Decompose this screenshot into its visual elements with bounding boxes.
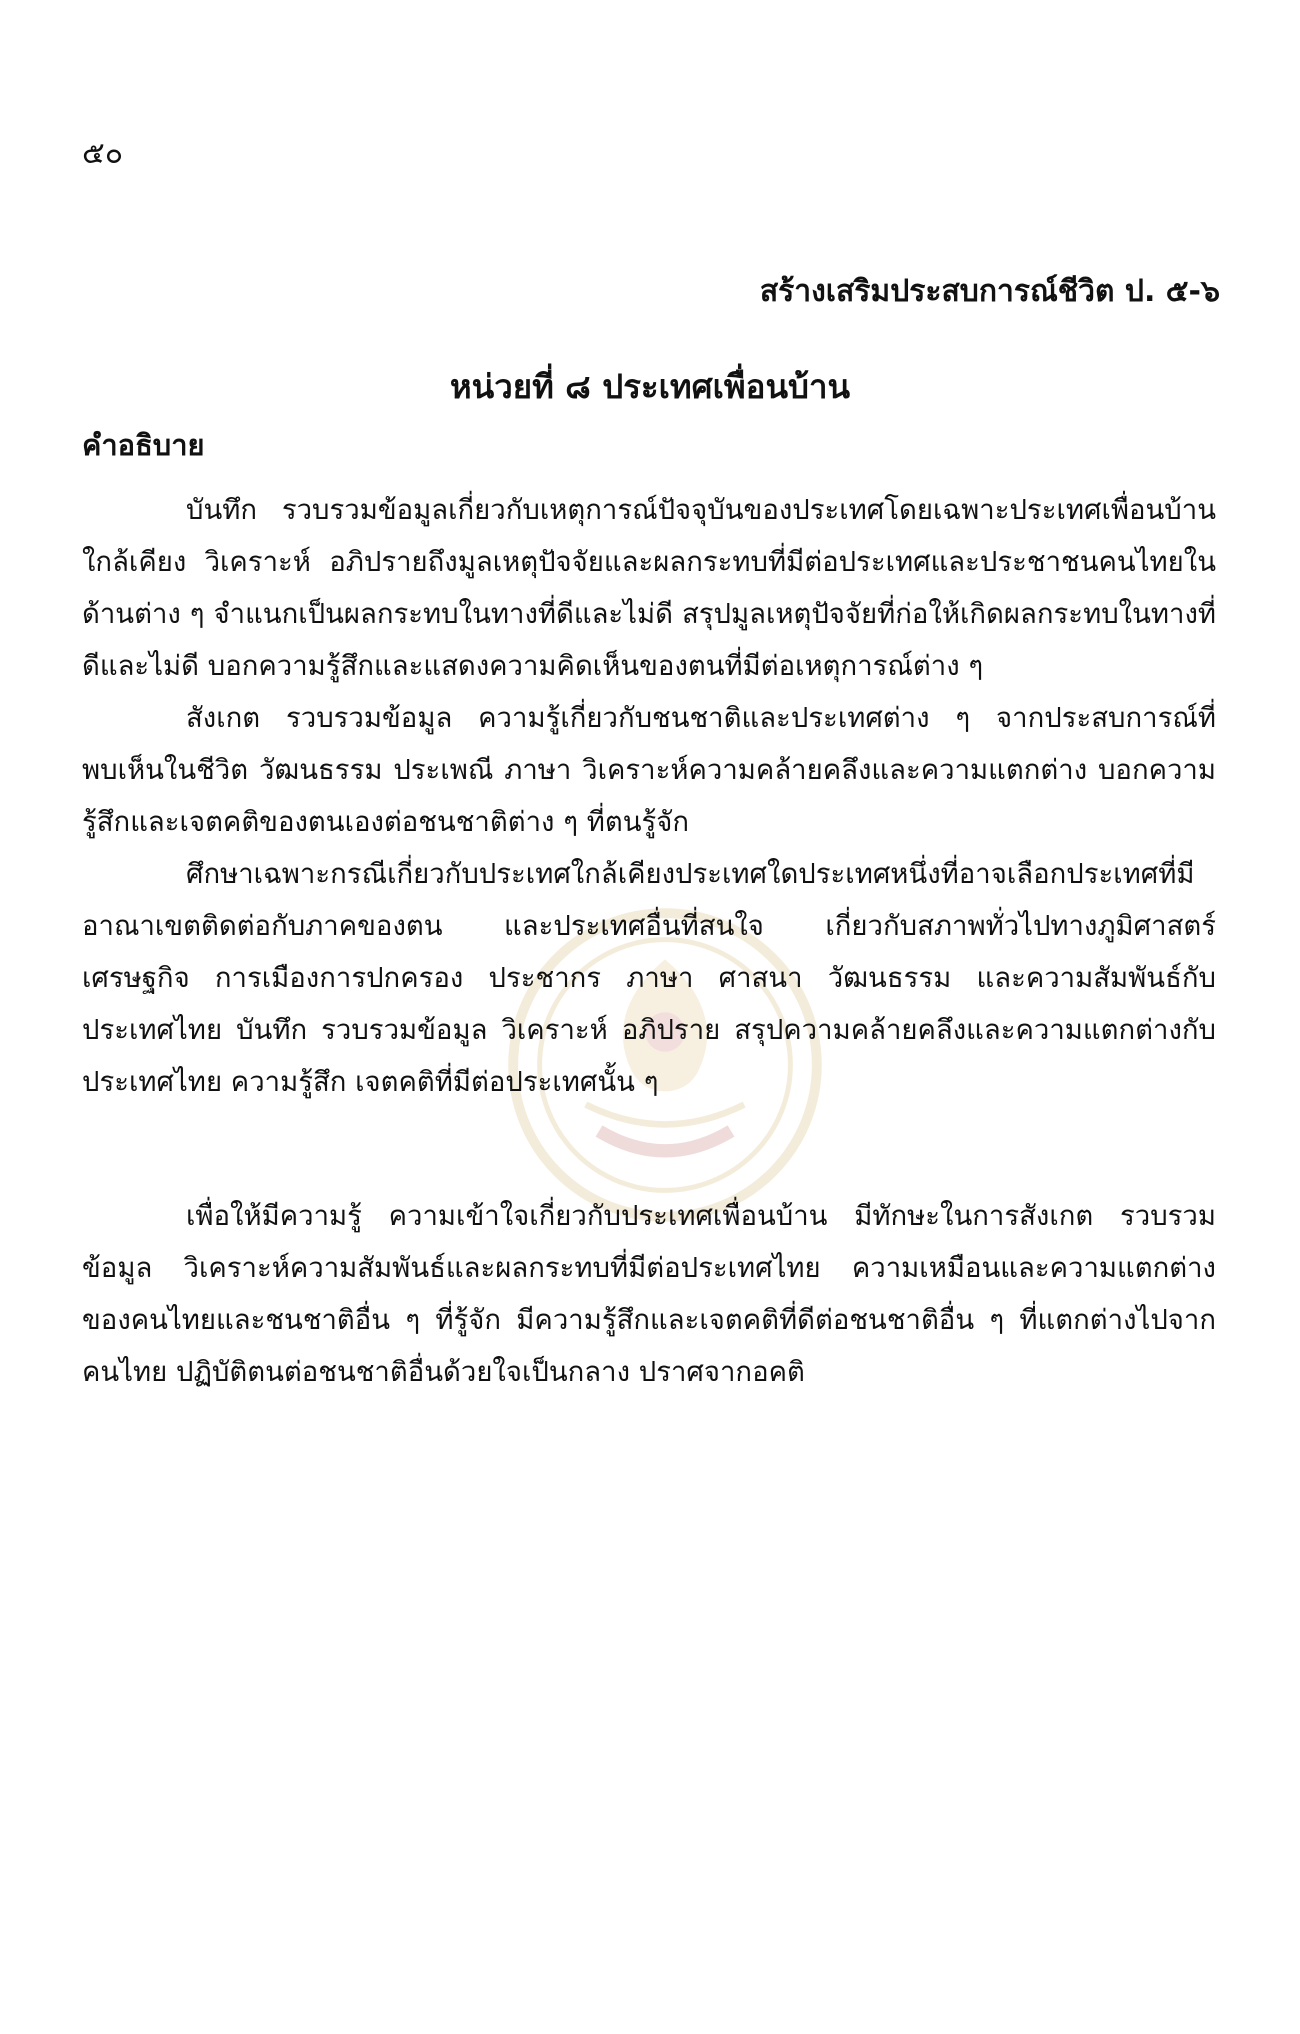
description-paragraph: บันทึก รวบรวมข้อมูลเกี่ยวกับเหตุการณ์ปัจจุบันของประเทศโดยเฉพาะประเทศเพื่อนบ้านใกล้เคียง วิเคราะห์ อภิปรายถึงมูลเหตุปัจจัยและผลกระทบที่มีต่อประเทศและประชาชนคนไทยในด้านต่าง ๆ จำแนกเป็นผลกระทบในทางที่ดีและไม่ดี สรุปมูลเหตุปัจจัยที่ก่อให้เกิดผลกระทบในทางที่ดีและไม่ดี บอกความรู้สึกและแสดงความคิดเห็นของตนที่มีต่อเหตุการณ์ต่าง ๆ: [82, 494, 1216, 682]
description-body: [82, 484, 1216, 1108]
series-title: สร้างเสริมประสบการณ์ชีวิต ป. ๕-๖: [759, 274, 1220, 309]
unit-title: หน่วยที่ ๘ ประเทศเพื่อนบ้าน: [449, 367, 851, 406]
purpose-body: [82, 1190, 1216, 1398]
purpose-paragraph: เพื่อให้มีความรู้ ความเข้าใจเกี่ยวกับประเทศเพื่อนบ้าน มีทักษะในการสังเกต รวบรวมข้อมูล วิเคราะห์ความสัมพันธ์และผลกระทบที่มีต่อประเทศไทย ความเหมือนและความแตกต่างของคนไทยและชนชาติอื่น ๆ ที่รู้จัก มีความรู้สึกและเจตคติที่ดีต่อชนชาติอื่น ๆ ที่แตกต่างไปจากคนไทย ปฏิบัติตนต่อชนชาติอื่นด้วยใจเป็นกลาง ปราศจากอคติ: [82, 1200, 1216, 1388]
section-heading: คำอธิบาย: [82, 428, 205, 462]
page-number: ๕๐: [82, 136, 124, 171]
description-paragraph: ศึกษาเฉพาะกรณีเกี่ยวกับประเทศใกล้เคียงประเทศใดประเทศหนึ่งที่อาจเลือกประเทศที่มีอาณาเขตติดต่อกับภาคของตน และประเทศอื่นที่สนใจ เกี่ยวกับสภาพทั่วไปทางภูมิศาสตร์ เศรษฐกิจ การเมืองการปกครอง ประชากร ภาษา ศาสนา วัฒนธรรม และความสัมพันธ์กับประเทศไทย บันทึก รวบรวมข้อมูล วิเคราะห์ อภิปราย สรุปความคล้ายคลึงและความแตกต่างกับประเทศไทย ความรู้สึก เจตคติที่มีต่อประเทศนั้น ๆ: [82, 858, 1216, 1098]
description-paragraph: สังเกต รวบรวมข้อมูล ความรู้เกี่ยวกับชนชาติและประเทศต่าง ๆ จากประสบการณ์ที่พบเห็นในชีวิต วัฒนธรรม ประเพณี ภาษา วิเคราะห์ความคล้ายคลึงและความแตกต่าง บอกความรู้สึกและเจตคติของตนเองต่อชนชาติต่าง ๆ ที่ตนรู้จัก: [82, 702, 1216, 838]
